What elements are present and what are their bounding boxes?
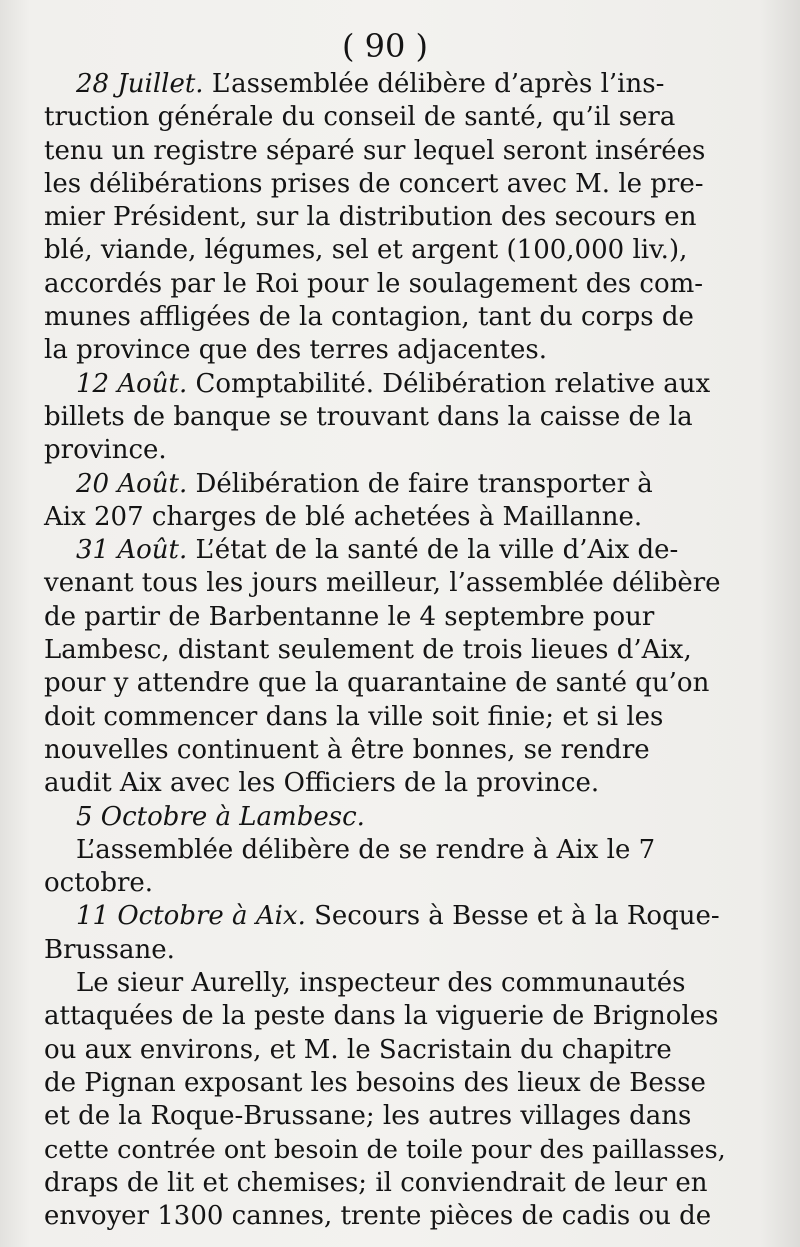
line-text: billets de banque se trouvant dans la caisse de la — [44, 401, 693, 432]
text-line — [44, 1100, 734, 1133]
line-text: province. — [44, 435, 167, 466]
text-line — [44, 334, 734, 367]
line-text: L’assemblée délibère de se rendre à Aix le 7 — [76, 834, 656, 865]
text-line — [44, 601, 734, 634]
line-text: nouvelles continuent à être bonnes, se rendre — [44, 734, 650, 765]
line-text: accordés par le Roi pour le soulagement des com- — [44, 268, 704, 299]
line-text: de partir de Barbentanne le 4 septembre pour — [44, 601, 655, 632]
line-text: envoyer 1300 cannes, trente pièces de cadis ou de — [44, 1201, 712, 1232]
text-line — [44, 534, 734, 567]
text-line — [44, 801, 734, 834]
text-line — [44, 934, 734, 967]
text-line — [44, 1000, 734, 1033]
text-line — [44, 1200, 734, 1233]
text-line — [44, 434, 734, 467]
text-line — [44, 767, 734, 800]
text-line — [44, 634, 734, 667]
body-text — [44, 68, 734, 1233]
line-text: Comptabilité. Délibération relative aux — [187, 368, 711, 399]
entry-date: 20 Août. — [76, 468, 188, 499]
line-text: octobre. — [44, 868, 154, 899]
line-text: draps de lit et chemises; il conviendrait de leur en — [44, 1167, 708, 1198]
text-line — [44, 967, 734, 1000]
line-text: venant tous les jours meilleur, l’assemblée délibère — [44, 568, 721, 599]
text-line — [44, 1067, 734, 1100]
entry-date: 31 Août. — [76, 535, 188, 566]
text-line — [44, 468, 734, 501]
line-text: audit Aix avec les Officiers de la province. — [44, 768, 600, 799]
text-line — [44, 701, 734, 734]
line-text: L’assemblée délibère d’après l’ins- — [203, 69, 665, 99]
line-text: Aix 207 charges de blé achetées à Maillanne. — [44, 501, 643, 532]
line-text: Lambesc, distant seulement de trois lieues d’Aix, — [44, 635, 692, 666]
text-line — [44, 900, 734, 933]
line-text: munes affligées de la contagion, tant du corps de — [44, 302, 694, 333]
line-text: cette contrée ont besoin de toile pour des paillasses, — [44, 1134, 726, 1165]
text-line — [44, 101, 734, 134]
text-line — [44, 1167, 734, 1200]
entry-date: 5 Octobre à Lambesc. — [76, 801, 365, 832]
text-line — [44, 734, 734, 767]
line-text: la province que des terres adjacentes. — [44, 335, 547, 366]
text-line — [44, 1134, 734, 1167]
text-line — [44, 301, 734, 334]
text-line — [44, 368, 734, 401]
line-text: L’état de la santé de la ville d’Aix de- — [187, 535, 679, 566]
page-number: ( 90 ) — [341, 27, 429, 65]
line-text: Secours à Besse et à la Roque- — [305, 901, 720, 932]
text-line — [44, 401, 734, 434]
text-line — [44, 234, 734, 267]
text-line — [44, 168, 734, 201]
line-text: doit commencer dans la ville soit finie; et si les — [44, 701, 664, 732]
line-text: pour y attendre que la quarantaine de santé qu’on — [44, 668, 710, 699]
text-line — [44, 68, 734, 101]
text-line — [44, 867, 734, 900]
line-text: les délibérations prises de concert avec M. le pre- — [44, 168, 704, 199]
entry-date: 11 Octobre à Aix. — [76, 901, 306, 932]
line-text: Délibération de faire transporter à — [187, 468, 653, 499]
line-text: attaquées de la peste dans la viguerie de Brignoles — [44, 1001, 719, 1032]
entry-date: 12 Août. — [76, 368, 188, 399]
text-line — [44, 268, 734, 301]
line-text: tenu un registre séparé sur lequel seront insérées — [44, 135, 706, 166]
line-text: et de la Roque-Brussane; les autres villages dans — [44, 1101, 692, 1132]
line-text: Le sieur Aurelly, inspecteur des communautés — [76, 968, 686, 999]
text-line — [44, 201, 734, 234]
line-text: ou aux environs, et M. le Sacristain du chapitre — [44, 1034, 672, 1065]
line-text: de Pignan exposant les besoins des lieux de Besse — [44, 1067, 706, 1098]
text-line — [44, 501, 734, 534]
line-text: mier Président, sur la distribution des secours en — [44, 202, 697, 233]
entry-date: 28 Juillet. — [76, 69, 204, 99]
text-line — [44, 135, 734, 168]
line-text: Brussane. — [44, 934, 175, 965]
line-text: blé, viande, légumes, sel et argent (100,000 liv.), — [44, 235, 688, 266]
text-line — [44, 667, 734, 700]
line-text: truction générale du conseil de santé, qu’il sera — [44, 102, 676, 133]
text-line — [44, 834, 734, 867]
text-line — [44, 1034, 734, 1067]
text-line — [44, 567, 734, 600]
